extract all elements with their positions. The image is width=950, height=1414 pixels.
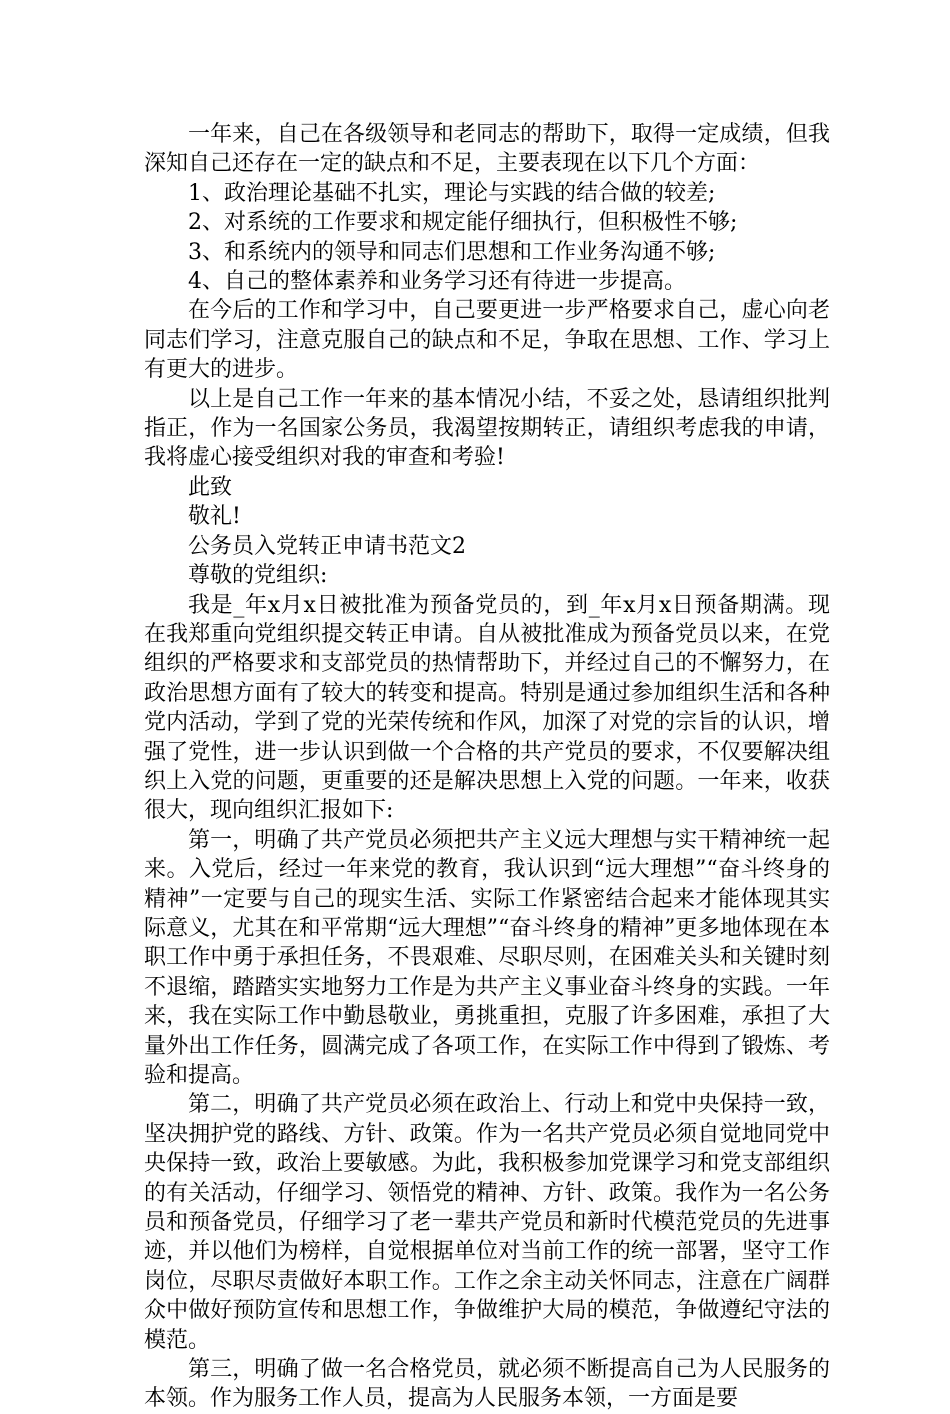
closing-regards: 敬礼! <box>188 504 241 530</box>
closing-salutation: 此致 <box>188 474 233 500</box>
paragraph-conclusion: 以上是自己工作一年来的基本情况小结，不妥之处，恳请组织批判指正，作为一名国家公务员，我渴望按期转正，请组织考虑我的申请，我将虚心接受组织对我的审查和考验! <box>144 386 830 471</box>
paragraph-application-intro: 我是_年x月x日被批准为预备党员的，到_年x月x日预备期满。现在我郑重向党组织提交转正申请。自从被批准成为预备党员以来，在党组织的严格要求和支部党员的热情帮助下，并经过自己的不懈努力，在政治思想方面有了较大的转变和提高。特别是通过参加组织生活和各种党内活动，学到了党的光荣传统和作风，加深了对党的宗旨的认识，增强了党性，进一步认识到做一个合格的共产党员的要求，不仅要解决组织上入党的问题，更重要的还是解决思想上入党的问题。一年来，收获很大，现向组织汇报如下: <box>144 592 830 824</box>
paragraph-point-second: 第二，明确了共产党员必须在政治上、行动上和党中央保持一致，坚决拥护党的路线、方针、政策。作为一名共产党员必须自觉地同党中央保持一致，政治上要敏感。为此，我积极参加党课学习和党支部组织的有关活动，仔细学习、领悟党的精神、方针、政策。我作为一名公务员和预备党员，仔细学习了老一辈共产党员和新时代模范党员的先进事迹，并以他们为榜样，自觉根据单位对当前工作的统一部署，坚守工作岗位，尽职尽责做好本职工作。工作之余主动关怀同志，注意在广阔群众中做好预防宣传和思想工作，争做维护大局的模范，争做遵纪守法的模范。 <box>144 1092 830 1353</box>
paragraph-point-first: 第一，明确了共产党员必须把共产主义远大理想与实干精神统一起来。入党后，经过一年来党的教育，我认识到“远大理想”“奋斗终身的精神”一定要与自己的现实生活、实际工作紧密结合起来才能体现其实际意义，尤其在和平常期“远大理想”“奋斗终身的精神”更多地体现在本职工作中勇于承担任务，不畏艰难、尽职尽则，在困难关头和关键时刻不退缩，踏踏实实地努力工作是为共产主义事业奋斗终身的实践。一年来，我在实际工作中勤恳敬业，勇挑重担，克服了许多困难，承担了大量外出工作任务，圆满完成了各项工作，在实际工作中得到了锻炼、考验和提高。 <box>144 827 830 1088</box>
paragraph-future-plan: 在今后的工作和学习中，自己要更进一步严格要求自己，虚心向老同志们学习，注意克服自己的缺点和不足，争取在思想、工作、学习上有更大的进步。 <box>144 298 830 383</box>
paragraph-shortcoming-4: 4、自己的整体素养和业务学习还有待进一步提高。 <box>188 269 686 295</box>
paragraph-shortcoming-2: 2、对系统的工作要求和规定能仔细执行，但积极性不够; <box>188 210 738 236</box>
greeting: 尊敬的党组织: <box>188 563 328 589</box>
document-body <box>144 120 830 1414</box>
paragraph-point-third: 第三，明确了做一名合格党员，就必须不断提高自己为人民服务的本领。作为服务工作人员，提高为人民服务本领，一方面是要 <box>144 1357 830 1412</box>
paragraph-shortcomings-intro: 一年来，自己在各级领导和老同志的帮助下，取得一定成绩，但我深知自己还存在一定的缺点和不足，主要表现在以下几个方面： <box>144 122 830 177</box>
paragraph-shortcoming-1: 1、政治理论基础不扎实，理论与实践的结合做的较差; <box>188 180 716 206</box>
paragraph-shortcoming-3: 3、和系统内的领导和同志们思想和工作业务沟通不够; <box>188 239 716 265</box>
section-title-sample-2: 公务员入党转正申请书范文2 <box>188 533 466 559</box>
